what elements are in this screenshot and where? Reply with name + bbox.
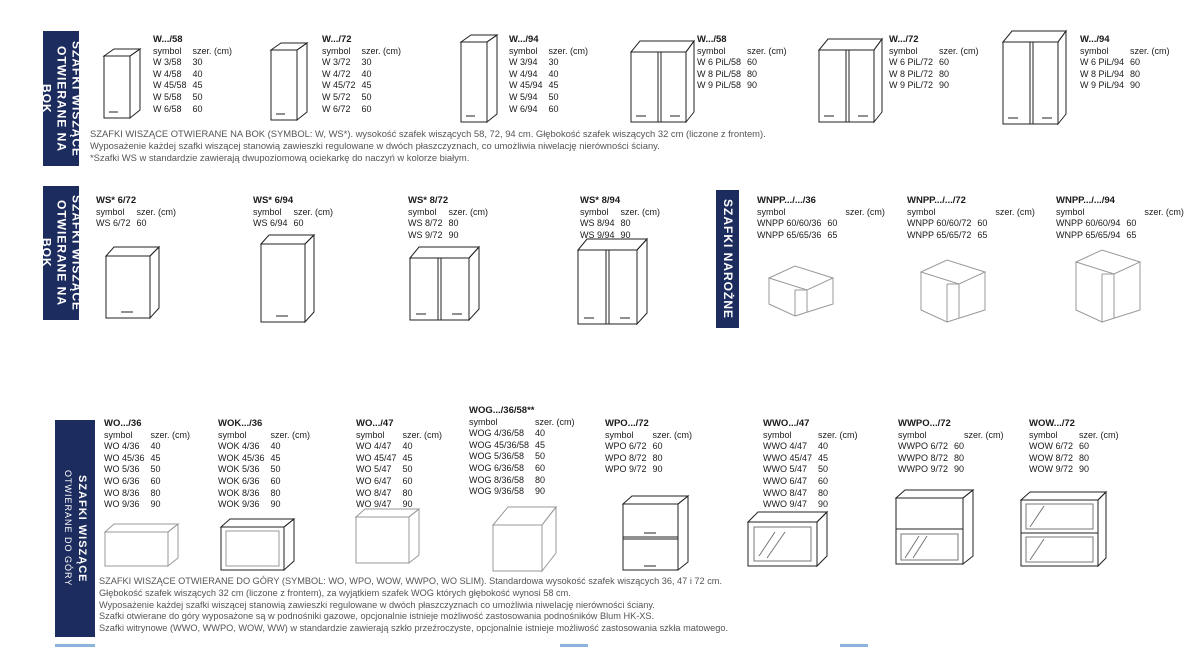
- cabinet-wok-36-drawing: [218, 515, 298, 573]
- cell-width: 80: [954, 452, 965, 463]
- cell-width: 60: [402, 475, 413, 486]
- cell-width: 60: [270, 475, 281, 486]
- cell-width: 60: [747, 57, 758, 68]
- cell-width: 60: [192, 103, 203, 114]
- cell-symbol: WWO 5/47: [763, 464, 808, 475]
- spec-title: WOG.../36/58**: [469, 405, 535, 416]
- corner-cabinet-wnpp-36-drawing: [765, 262, 837, 322]
- cell-symbol: WO 4/36: [104, 441, 140, 452]
- cell-width: 65: [827, 229, 838, 240]
- header-symbol: symbol: [153, 45, 182, 56]
- cell-symbol: WNPP 65/65/36: [757, 229, 822, 240]
- cell-symbol: WS 6/72: [96, 218, 131, 229]
- spec-table: [356, 430, 448, 511]
- spec-block-wnpp-94: [1056, 195, 1190, 241]
- band-label-line1: SZAFKI WISZĄCE: [76, 474, 88, 583]
- header-width: szer. (cm): [270, 429, 311, 440]
- cabinet-wo-47-drawing: [353, 505, 423, 567]
- cabinet-w-pil94-drawing: [1000, 28, 1068, 126]
- cell-symbol: WWO 9/47: [763, 499, 808, 510]
- header-width: szer. (cm): [136, 206, 177, 217]
- cell-symbol: W 6 PiL/72: [889, 57, 934, 68]
- header-width: szer. (cm): [548, 45, 589, 56]
- cell-symbol: WPO 6/72: [605, 441, 647, 452]
- cell-width: 60: [361, 103, 372, 114]
- cell-symbol: WOK 4/36: [218, 441, 260, 452]
- cell-symbol: W 45/58: [153, 80, 187, 91]
- cell-width: 60: [548, 103, 559, 114]
- header-symbol: symbol: [697, 45, 726, 56]
- cell-symbol: W 3/72: [322, 57, 351, 68]
- cell-width: 80: [939, 68, 950, 79]
- cell-width: 90: [652, 464, 663, 475]
- header-width: szer. (cm): [845, 206, 885, 217]
- cell-symbol: WNPP 60/60/94: [1056, 218, 1121, 229]
- cell-width: 80: [270, 487, 281, 498]
- cell-width: 45: [192, 80, 203, 91]
- note-line: Wyposażenie każdej szafki wiszącej stanowią zawieszki regulowane w dwóch płaszczyznach co umożliwia niwelację nierówności ściany.: [99, 599, 655, 610]
- cell-width: 60: [136, 218, 147, 229]
- cell-symbol: WWPO 9/72: [898, 464, 949, 475]
- cell-width: 80: [818, 487, 829, 498]
- header-symbol: symbol: [96, 206, 125, 217]
- spec-block-w72: [322, 34, 407, 115]
- spec-table: [104, 430, 196, 511]
- cell-width: 40: [548, 68, 559, 79]
- cabinet-wwpo-72-drawing: [893, 486, 975, 566]
- section-note-top-opening: [99, 576, 728, 635]
- section-band-top-opening: [55, 420, 95, 637]
- header-symbol: symbol: [580, 206, 609, 217]
- spec-block-w58: [153, 34, 238, 115]
- band-label: [61, 470, 89, 586]
- header-symbol: symbol: [253, 206, 282, 217]
- cell-symbol: W 45/72: [322, 80, 356, 91]
- cell-symbol: WPO 8/72: [605, 452, 647, 463]
- cell-width: 90: [620, 229, 631, 240]
- header-symbol: symbol: [218, 429, 247, 440]
- spec-table: [1056, 207, 1190, 242]
- cell-width: 60: [150, 475, 161, 486]
- header-width: szer. (cm): [448, 206, 489, 217]
- cell-symbol: WO 9/36: [104, 499, 140, 510]
- spec-table: [408, 207, 494, 242]
- cell-symbol: W 3/58: [153, 57, 182, 68]
- cabinet-w58-drawing: [100, 46, 145, 121]
- cell-width: 80: [402, 487, 413, 498]
- cell-symbol: WS 9/72: [408, 229, 443, 240]
- cell-width: 60: [293, 218, 304, 229]
- spec-title: WNPP.../.../72: [907, 195, 966, 206]
- cell-width: 50: [548, 91, 559, 102]
- cell-width: 50: [402, 464, 413, 475]
- note-line: SZAFKI WISZĄCE OTWIERANE DO GÓRY (SYMBOL: WO, WPO, WOW, WWPO, WO SLIM). Standardowa wysokość szafek wiszących 36, 47 i 72 cm.: [99, 576, 722, 586]
- header-symbol: symbol: [1080, 45, 1109, 56]
- cell-symbol: WO 9/47: [356, 499, 392, 510]
- cell-symbol: WWO 4/47: [763, 441, 808, 452]
- cell-symbol: W 4/72: [322, 68, 351, 79]
- cell-width: 90: [402, 499, 413, 510]
- cell-width: 50: [535, 451, 546, 462]
- cell-symbol: WO 5/47: [356, 464, 392, 475]
- cell-symbol: W 8 PiL/58: [697, 68, 742, 79]
- header-symbol: symbol: [1056, 206, 1085, 217]
- spec-table: [898, 430, 1010, 476]
- cell-width: 40: [361, 68, 372, 79]
- header-width: szer. (cm): [535, 416, 575, 427]
- cell-symbol: W 9 PiL/58: [697, 80, 742, 91]
- cell-symbol: W 6 PiL/58: [697, 57, 742, 68]
- cell-symbol: W 5/72: [322, 91, 351, 102]
- cell-width: 90: [1130, 80, 1141, 91]
- cell-symbol: W 9 PiL/72: [889, 80, 934, 91]
- cell-symbol: WNPP 60/60/36: [757, 218, 822, 229]
- cell-symbol: W 8 PiL/94: [1080, 68, 1125, 79]
- cabinet-w-pil58-drawing: [628, 38, 696, 124]
- header-width: szer. (cm): [402, 429, 443, 440]
- note-line: Głębokość szafek wiszących 32 cm (liczone z frontem), za wyjątkiem szafek WOG których głębokość wynosi 58 cm.: [99, 587, 571, 598]
- section-band-corner: [716, 190, 739, 328]
- cell-symbol: WPO 9/72: [605, 464, 647, 475]
- spec-table: [469, 417, 581, 498]
- spec-title: WS* 8/72: [408, 195, 449, 206]
- spec-table: [889, 46, 985, 92]
- spec-table: [253, 207, 339, 230]
- cell-width: 40: [535, 428, 546, 439]
- header-width: szer. (cm): [150, 429, 191, 440]
- cell-symbol: WS 8/94: [580, 218, 615, 229]
- section-band-side-opening-2: [39, 186, 84, 320]
- spec-block-w-pil-94: [1080, 34, 1176, 92]
- spec-table: [605, 430, 698, 476]
- cell-symbol: WOG 4/36/58: [469, 428, 525, 439]
- spec-title: WO.../36: [104, 418, 142, 429]
- cell-symbol: WOK 45/36: [218, 452, 265, 463]
- cell-width: 40: [402, 441, 413, 452]
- cell-symbol: WNPP 65/65/72: [907, 229, 972, 240]
- spec-block-ws-8-94: [580, 195, 666, 241]
- spec-title: WS* 8/94: [580, 195, 621, 206]
- header-symbol: symbol: [509, 45, 538, 56]
- cabinet-w72-drawing: [267, 40, 312, 122]
- cell-width: 90: [818, 499, 829, 510]
- header-symbol: symbol: [1029, 429, 1058, 440]
- cell-symbol: WOK 6/36: [218, 475, 260, 486]
- cell-width: 45: [361, 80, 372, 91]
- header-symbol: symbol: [469, 416, 498, 427]
- spec-block-wwpo-72: [898, 418, 1010, 476]
- spec-table: [96, 207, 182, 230]
- note-line: Szafki otwierane do góry wyposażone są w podnośniki gazowe, opcjonalnie istnieje możliwość zastosowania podnośników Blum HK-XS.: [99, 611, 655, 622]
- cell-width: 80: [747, 68, 758, 79]
- cell-symbol: WO 45/36: [104, 452, 145, 463]
- header-width: szer. (cm): [1144, 206, 1184, 217]
- header-width: szer. (cm): [1130, 45, 1170, 56]
- header-symbol: symbol: [104, 429, 133, 440]
- cell-width: 45: [818, 452, 829, 463]
- spec-title: WNPP.../.../94: [1056, 195, 1115, 206]
- spec-block-wpo-72: [605, 418, 698, 476]
- cell-symbol: WWPO 6/72: [898, 441, 949, 452]
- spec-table: [763, 430, 864, 511]
- cell-width: 60: [1126, 218, 1137, 229]
- header-width: szer. (cm): [652, 429, 693, 440]
- cell-width: 60: [939, 57, 950, 68]
- spec-block-wow-72: [1029, 418, 1125, 476]
- cell-symbol: WOG 5/36/58: [469, 451, 525, 462]
- spec-table: [218, 430, 316, 511]
- section-note-side-opening: [90, 128, 766, 165]
- header-symbol: symbol: [763, 429, 792, 440]
- band-label: SZAFKI WISZĄCE OTWIERANE NA BOK: [39, 195, 84, 311]
- cell-width: 60: [535, 462, 546, 473]
- cell-width: 60: [652, 441, 663, 452]
- cell-symbol: WO 8/47: [356, 487, 392, 498]
- spec-table: [509, 46, 594, 116]
- spec-block-w-pil-58: [697, 34, 793, 92]
- cell-width: 90: [448, 229, 459, 240]
- header-width: szer. (cm): [995, 206, 1035, 217]
- corner-cabinet-wnpp-94-drawing: [1072, 246, 1144, 326]
- cell-symbol: WO 45/47: [356, 452, 397, 463]
- header-symbol: symbol: [889, 45, 918, 56]
- spec-table: [1080, 46, 1176, 92]
- spec-block-wo-47: [356, 418, 448, 511]
- spec-title: WS* 6/94: [253, 195, 294, 206]
- spec-title: WS* 6/72: [96, 195, 137, 206]
- cell-width: 30: [361, 57, 372, 68]
- cell-symbol: WOG 6/36/58: [469, 462, 525, 473]
- cell-width: 60: [1079, 441, 1090, 452]
- header-width: szer. (cm): [361, 45, 402, 56]
- cell-width: 40: [192, 68, 203, 79]
- cell-symbol: W 45/94: [509, 80, 543, 91]
- spec-block-ws-8-72: [408, 195, 494, 241]
- band-label: SZAFKI NAROŻNE: [721, 199, 735, 319]
- note-line: *Szafki WS w standardzie zawierają dwupoziomową ociekarkę do naczyń w kolorze białym.: [90, 152, 470, 164]
- spec-title: W.../94: [1080, 34, 1110, 45]
- cell-symbol: W 6 PiL/94: [1080, 57, 1125, 68]
- band-label-line2: OTWIERANE DO GÓRY: [63, 470, 73, 587]
- spec-title: W.../58: [153, 34, 183, 45]
- cell-width: 45: [402, 452, 413, 463]
- cabinet-ws-6-72-drawing: [103, 244, 165, 320]
- cell-symbol: W 6/72: [322, 103, 351, 114]
- cabinet-w-pil72-drawing: [816, 36, 884, 124]
- header-width: szer. (cm): [293, 206, 334, 217]
- cell-symbol: WWO 8/47: [763, 487, 808, 498]
- cell-width: 80: [535, 474, 546, 485]
- cell-symbol: WOK 5/36: [218, 464, 260, 475]
- cell-symbol: WWO 45/47: [763, 452, 813, 463]
- cell-width: 45: [535, 439, 546, 450]
- cell-symbol: WO 4/47: [356, 441, 392, 452]
- spec-title: WWO.../47: [763, 418, 810, 429]
- cell-width: 40: [818, 441, 829, 452]
- cell-symbol: WS 8/72: [408, 218, 443, 229]
- spec-title: WWPO.../72: [898, 418, 951, 429]
- spec-table: [322, 46, 407, 116]
- cell-symbol: WOK 9/36: [218, 499, 260, 510]
- spec-title: W.../72: [889, 34, 919, 45]
- cell-symbol: WO 8/36: [104, 487, 140, 498]
- cell-width: 80: [448, 218, 459, 229]
- spec-title: WNPP.../.../36: [757, 195, 816, 206]
- cell-symbol: WOG 8/36/58: [469, 474, 525, 485]
- cell-symbol: WOW 9/72: [1029, 464, 1074, 475]
- cell-width: 60: [954, 441, 965, 452]
- spec-block-wwo-47: [763, 418, 864, 511]
- cell-symbol: W 4/94: [509, 68, 538, 79]
- cell-width: 65: [977, 229, 988, 240]
- cabinet-wwo-47-drawing: [745, 508, 831, 568]
- spec-title: W.../58: [697, 34, 727, 45]
- cell-width: 45: [150, 452, 161, 463]
- cell-width: 90: [954, 464, 965, 475]
- cell-symbol: W 6/58: [153, 103, 182, 114]
- cell-width: 80: [150, 487, 161, 498]
- spec-title: WOW.../72: [1029, 418, 1075, 429]
- cell-width: 90: [1079, 464, 1090, 475]
- cell-symbol: W 3/94: [509, 57, 538, 68]
- cell-symbol: WOG 45/36/58: [469, 439, 530, 450]
- cell-symbol: W 4/58: [153, 68, 182, 79]
- header-width: szer. (cm): [192, 45, 233, 56]
- cell-width: 60: [977, 218, 988, 229]
- header-symbol: symbol: [898, 429, 927, 440]
- spec-block-wnpp-36: [757, 195, 891, 241]
- band-label: SZAFKI WISZĄCE OTWIERANE NA BOK: [39, 40, 84, 157]
- cell-symbol: W 6/94: [509, 103, 538, 114]
- cell-symbol: WOW 8/72: [1029, 452, 1074, 463]
- spec-title: WPO.../72: [605, 418, 649, 429]
- cell-symbol: WOG 9/36/58: [469, 486, 525, 497]
- cell-width: 80: [620, 218, 631, 229]
- spec-table: [907, 207, 1041, 242]
- cell-width: 65: [1126, 229, 1137, 240]
- note-line: Szafki witrynowe (WWO, WWPO, WOW, WW) w standardzie zawierają szkło przeźroczyste, opcjonalnie istnieje możliwość zastosowania szkła matowego.: [99, 623, 729, 634]
- spec-table: [757, 207, 891, 242]
- cell-width: 80: [1130, 68, 1141, 79]
- spec-table: [1029, 430, 1125, 476]
- cabinet-wow-72-drawing: [1018, 488, 1110, 568]
- spec-title: WOK.../36: [218, 418, 263, 429]
- spec-title: W.../72: [322, 34, 352, 45]
- cell-width: 90: [270, 499, 281, 510]
- header-width: szer. (cm): [1079, 429, 1119, 440]
- cell-symbol: WOK 8/36: [218, 487, 260, 498]
- spec-title: W.../94: [509, 34, 539, 45]
- cell-width: 30: [192, 57, 203, 68]
- spec-table: [697, 46, 793, 92]
- cell-width: 90: [939, 80, 950, 91]
- cell-width: 50: [150, 464, 161, 475]
- spec-block-wok-36: [218, 418, 316, 511]
- note-line: SZAFKI WISZĄCE OTWIERANE NA BOK (SYMBOL: W, WS*). wysokość szafek wiszących 58, 72, 94 cm. Głębokość szafek wiszących 32 cm (liczone z frontem).: [90, 128, 766, 139]
- cell-symbol: WO 6/47: [356, 475, 392, 486]
- cell-symbol: WWPO 8/72: [898, 452, 949, 463]
- spec-block-wog-36-58: [469, 405, 581, 498]
- cell-symbol: WNPP 60/60/72: [907, 218, 972, 229]
- spec-block-w-pil-72: [889, 34, 985, 92]
- cell-symbol: WS 6/94: [253, 218, 288, 229]
- cabinet-wpo-72-drawing: [620, 492, 692, 572]
- cell-width: 60: [818, 475, 829, 486]
- header-symbol: symbol: [322, 45, 351, 56]
- cell-width: 80: [1079, 452, 1090, 463]
- spec-block-ws-6-94: [253, 195, 339, 230]
- cell-width: 50: [818, 464, 829, 475]
- cell-width: 50: [361, 91, 372, 102]
- cell-symbol: W 8 PiL/72: [889, 68, 934, 79]
- cell-width: 80: [652, 452, 663, 463]
- cell-symbol: WNPP 65/65/94: [1056, 229, 1121, 240]
- cabinet-ws-8-72-drawing: [407, 244, 483, 322]
- cell-width: 90: [535, 486, 546, 497]
- header-width: szer. (cm): [620, 206, 661, 217]
- header-symbol: symbol: [907, 206, 936, 217]
- cell-width: 50: [192, 91, 203, 102]
- spec-block-wnpp-72: [907, 195, 1041, 241]
- spec-block-w94: [509, 34, 594, 115]
- cell-width: 45: [270, 452, 281, 463]
- header-width: szer. (cm): [939, 45, 979, 56]
- spec-block-wo-36: [104, 418, 196, 511]
- spec-table: [153, 46, 238, 116]
- cell-symbol: W 5/94: [509, 91, 538, 102]
- cell-width: 60: [827, 218, 838, 229]
- header-symbol: symbol: [356, 429, 385, 440]
- cell-symbol: W 9 PiL/94: [1080, 80, 1125, 91]
- spec-title: WO.../47: [356, 418, 394, 429]
- cell-symbol: WO 6/36: [104, 475, 140, 486]
- cell-width: 90: [150, 499, 161, 510]
- cell-symbol: WO 5/36: [104, 464, 140, 475]
- cell-width: 30: [548, 57, 559, 68]
- cell-symbol: WWO 6/47: [763, 475, 808, 486]
- header-width: szer. (cm): [747, 45, 787, 56]
- cabinet-wog-drawing: [490, 503, 560, 575]
- cell-width: 90: [747, 80, 758, 91]
- header-symbol: symbol: [757, 206, 786, 217]
- header-symbol: symbol: [408, 206, 437, 217]
- cabinet-wo-36-drawing: [102, 520, 182, 570]
- note-line: Wyposażenie każdej szafki wiszącej stanowią zawieszki regulowane w dwóch płaszczyznach, co umożliwia niwelację nierówności ściany.: [90, 140, 660, 152]
- cabinet-w94-drawing: [457, 32, 502, 124]
- cell-width: 50: [270, 464, 281, 475]
- corner-cabinet-wnpp-72-drawing: [917, 256, 989, 326]
- cell-width: 40: [150, 441, 161, 452]
- cell-symbol: W 5/58: [153, 91, 182, 102]
- header-width: szer. (cm): [964, 429, 1004, 440]
- cabinet-ws-8-94-drawing: [575, 236, 651, 326]
- cell-width: 45: [548, 80, 559, 91]
- section-band-side-opening-1: [39, 31, 84, 166]
- header-width: szer. (cm): [818, 429, 858, 440]
- cell-width: 60: [1130, 57, 1141, 68]
- cell-symbol: WOW 6/72: [1029, 441, 1074, 452]
- spec-block-ws-6-72: [96, 195, 182, 230]
- cell-width: 40: [270, 441, 281, 452]
- cell-symbol: WS 9/94: [580, 229, 615, 240]
- cabinet-ws-6-94-drawing: [258, 232, 320, 324]
- header-symbol: symbol: [605, 429, 634, 440]
